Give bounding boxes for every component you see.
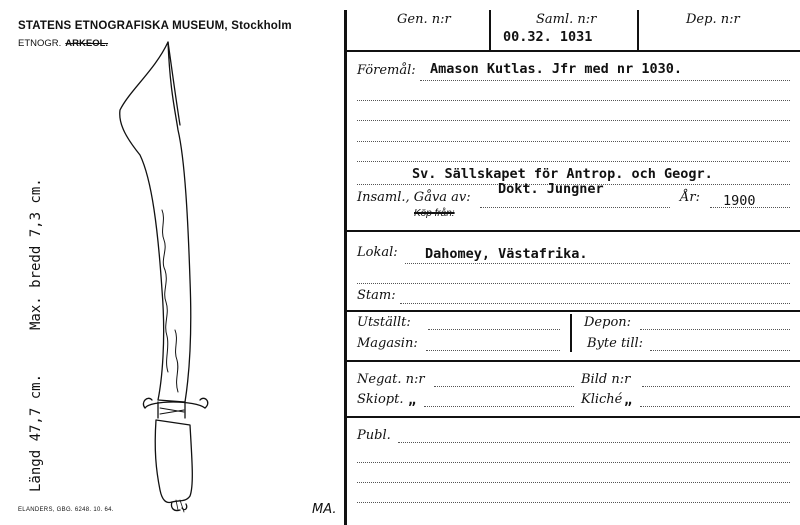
blade-outline [120, 42, 191, 402]
lokal-value: Dahomey, Västafrika. [425, 246, 588, 262]
depon-line [640, 329, 790, 330]
handle-outline [155, 420, 192, 503]
insaml-label: Insaml., Gåva av: [357, 190, 471, 205]
kliche-value: „ [624, 392, 633, 408]
department-prefix: ETNOGR. [18, 38, 62, 49]
negat-rule [347, 416, 800, 418]
bild-line [642, 386, 790, 387]
dep-label: Dep. n:r [686, 12, 740, 27]
byte-line [650, 350, 790, 351]
museum-name: STATENS ETNOGRAFISKA MUSEUM, [18, 20, 228, 32]
kliche-line [640, 406, 790, 407]
gen-divider [489, 10, 491, 50]
utstallt-rule [347, 360, 800, 362]
saml-divider [637, 10, 639, 50]
printer-line: ELANDERS, GBG. 6248. 10. 64. [18, 507, 114, 513]
publ-line [398, 442, 790, 443]
insaml-value: Dokt. Jungner [498, 181, 604, 197]
blank-line [357, 482, 790, 483]
skiopt-value: „ [408, 392, 417, 408]
gen-label: Gen. n:r [397, 12, 451, 27]
blank-line [357, 161, 790, 162]
society-value: Sv. Sällskapet för Antrop. och Geogr. [412, 166, 713, 182]
publ-label: Publ. [357, 428, 391, 443]
header-rule [347, 50, 800, 52]
ar-value: 1900 [723, 193, 756, 209]
blank-line [357, 283, 790, 284]
blank-line [357, 100, 790, 101]
saml-label: Saml. n:r [536, 12, 597, 27]
insaml-line [480, 207, 670, 208]
machete-drawing [100, 30, 240, 515]
form-left-border [344, 10, 347, 525]
kliche-label: Kliché [581, 392, 623, 407]
stam-label: Stam: [357, 288, 396, 303]
blank-line [357, 141, 790, 142]
length-text: Längd 47,7 cm. [28, 373, 44, 492]
department-struck: ARKEOL. [65, 38, 109, 49]
struck-text: Köp från: [414, 208, 455, 219]
utstallt-divider [570, 314, 572, 352]
width-text: Max. bredd 7,3 cm. [28, 178, 44, 330]
depon-label: Depon: [584, 315, 632, 330]
magasin-line [426, 350, 560, 351]
museum-city: Stockholm [231, 20, 292, 32]
utstallt-line [428, 329, 560, 330]
byte-label: Byte till: [587, 336, 644, 351]
blank-line [357, 120, 790, 121]
skiopt-line [424, 406, 574, 407]
saml-value: 00.32. 1031 [503, 29, 593, 45]
insaml-rule [347, 230, 800, 232]
foremal-line [420, 80, 790, 81]
lokal-line [405, 263, 790, 264]
bild-label: Bild n:r [581, 372, 631, 387]
negat-line [434, 386, 574, 387]
handwritten-initials: MA. [312, 502, 337, 517]
foremal-label: Föremål: [357, 63, 416, 78]
stam-rule [347, 310, 800, 312]
foremal-value: Amason Kutlas. Jfr med nr 1030. [430, 61, 682, 77]
skiopt-label: Skiopt. [357, 392, 404, 407]
negat-label: Negat. n:r [357, 372, 425, 387]
utstallt-label: Utställt: [357, 315, 411, 330]
lokal-label: Lokal: [357, 245, 398, 260]
magasin-label: Magasin: [357, 336, 418, 351]
ar-label: År: [680, 190, 700, 205]
ar-line [710, 207, 790, 208]
blank-line [357, 462, 790, 463]
stam-line [400, 303, 790, 304]
blank-line [357, 502, 790, 503]
department-line [18, 38, 108, 49]
